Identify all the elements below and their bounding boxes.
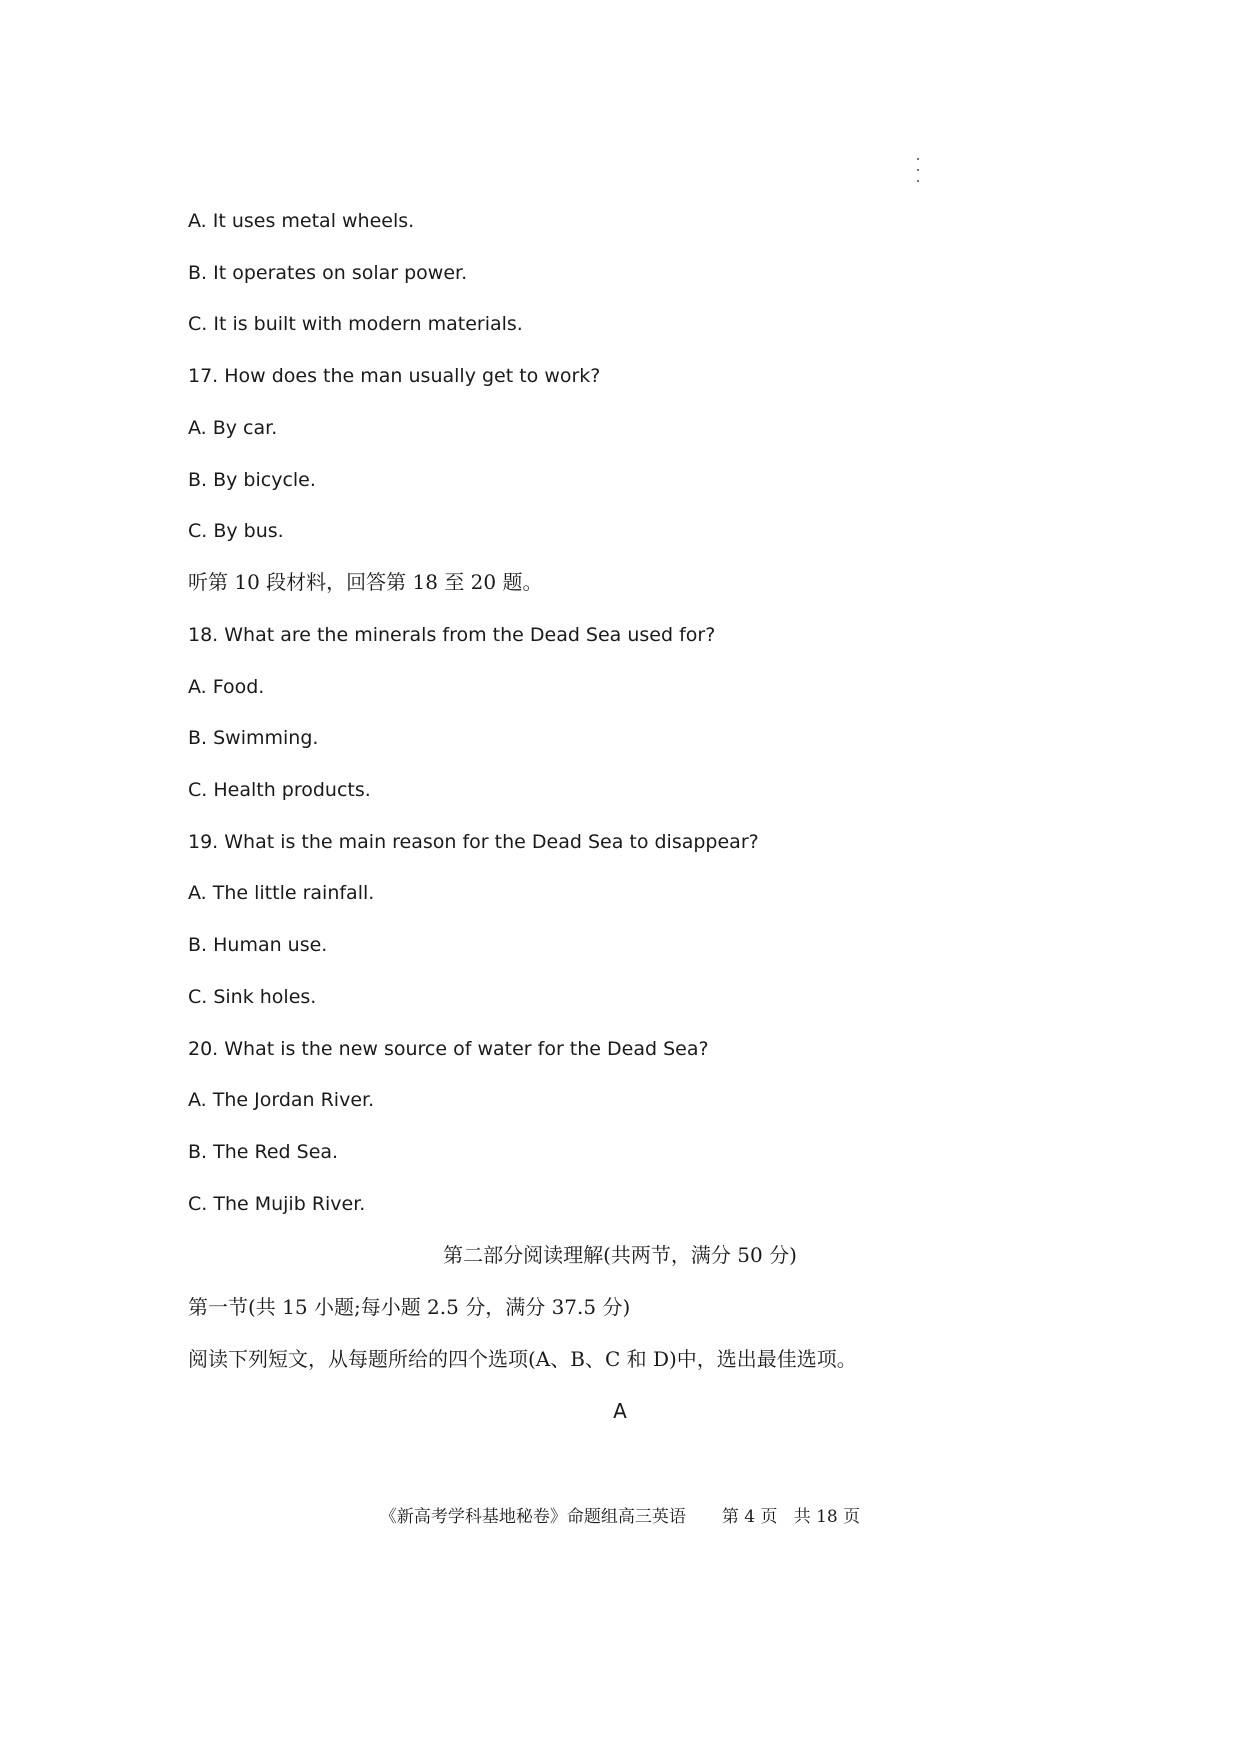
- section-one-title: 第一节(共 15 小题;每小题 2.5 分，满分 37.5 分): [188, 1295, 631, 1319]
- option-c-q16: C. It is built with modern materials.: [188, 313, 523, 335]
- option-a-q18: A. Food.: [188, 676, 265, 698]
- question-19: 19. What is the main reason for the Dead Sea to disappear?: [188, 831, 759, 853]
- footer-book-title: 《新高考学科基地秘卷》命题组高三英语: [379, 1507, 686, 1527]
- option-a-q17: A. By car.: [188, 417, 278, 439]
- option-b-q18: B. Swimming.: [188, 727, 319, 749]
- option-b-q16: B. It operates on solar power.: [188, 262, 468, 284]
- footer-total-pages: 共 18 页: [793, 1507, 861, 1527]
- option-c-q19: C. Sink holes.: [188, 986, 317, 1008]
- question-17: 17. How does the man usually get to work?: [188, 365, 601, 387]
- listening-instruction: 听第 10 段材料，回答第 18 至 20 题。: [188, 570, 543, 594]
- passage-label: A: [613, 1399, 627, 1423]
- reading-instruction: 阅读下列短文，从每题所给的四个选项(A、B、C 和 D)中，选出最佳选项。: [188, 1347, 857, 1371]
- option-c-q18: C. Health products.: [188, 779, 371, 801]
- question-18: 18. What are the minerals from the Dead Sea used for?: [188, 624, 716, 646]
- footer-page-number: 第 4 页: [721, 1507, 778, 1527]
- option-a-q20: A. The Jordan River.: [188, 1089, 375, 1111]
- option-c-q20: C. The Mujib River.: [188, 1193, 366, 1215]
- option-a-q19: A. The little rainfall.: [188, 882, 375, 904]
- option-b-q20: B. The Red Sea.: [188, 1141, 339, 1163]
- option-b-q19: B. Human use.: [188, 934, 328, 956]
- question-20: 20. What is the new source of water for the Dead Sea?: [188, 1038, 709, 1060]
- scan-dots: [917, 158, 923, 191]
- page-footer: [0, 1506, 1240, 1528]
- option-a-q16: A. It uses metal wheels.: [188, 210, 415, 232]
- option-c-q17: C. By bus.: [188, 520, 284, 542]
- option-b-q17: B. By bicycle.: [188, 469, 316, 491]
- part-two-title: 第二部分阅读理解(共两节，满分 50 分): [443, 1243, 797, 1267]
